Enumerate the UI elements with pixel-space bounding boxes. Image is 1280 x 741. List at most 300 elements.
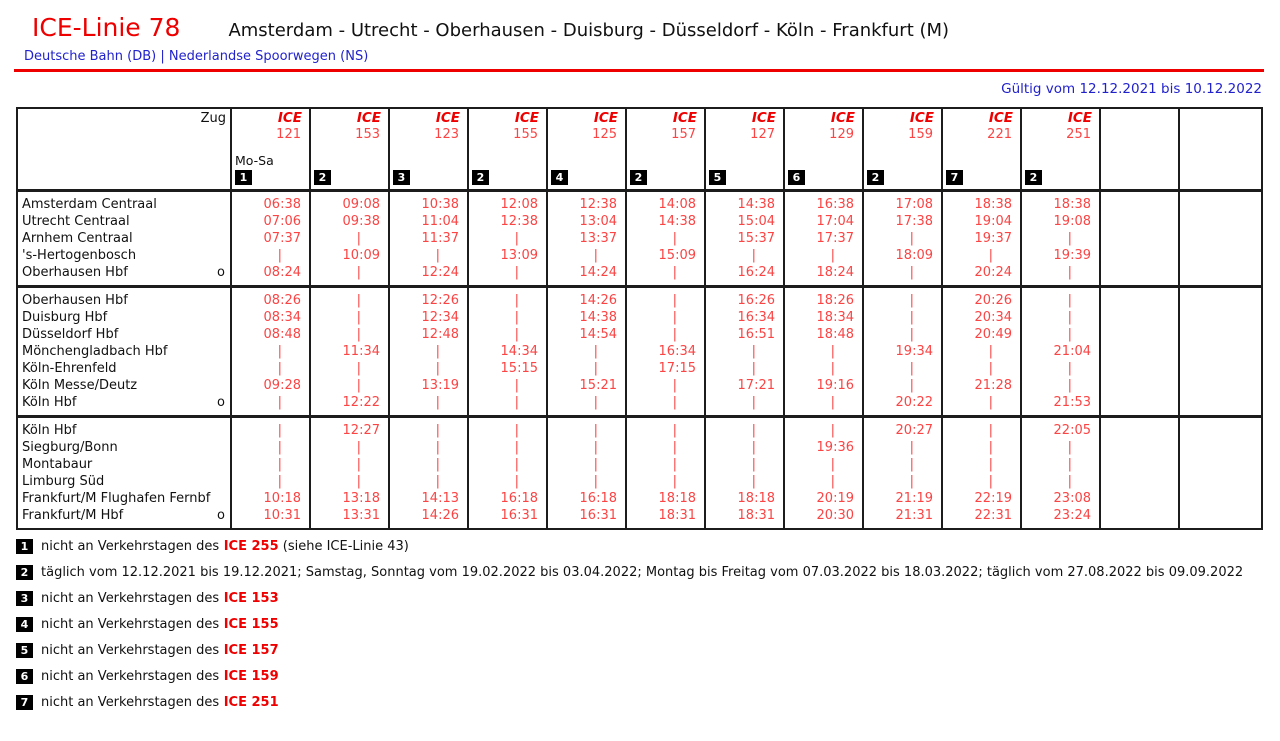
time-cell: 12:38 <box>547 191 626 214</box>
through-pipe-cell: | <box>863 473 942 490</box>
footnote-prefix: nicht an Verkehrstagen des <box>41 617 220 632</box>
through-pipe-cell: | <box>310 264 389 287</box>
station-row <box>17 456 1262 473</box>
station-row <box>17 247 1262 264</box>
station-cell <box>17 456 231 473</box>
station-cell <box>17 439 231 456</box>
footnote-badge: 3 <box>16 591 33 606</box>
footnote-badge: 1 <box>235 170 252 185</box>
train-column-header <box>468 108 547 191</box>
footnote-train-ref: ICE 251 <box>219 695 279 710</box>
station-cell <box>17 490 231 507</box>
footnote-badge: 5 <box>709 170 726 185</box>
time-cell: 11:37 <box>389 230 468 247</box>
through-pipe-cell: | <box>547 394 626 417</box>
footnote-text <box>41 539 409 555</box>
through-pipe-cell: | <box>705 343 784 360</box>
time-cell: 19:34 <box>863 343 942 360</box>
time-cell: 14:38 <box>547 309 626 326</box>
station-name: Köln-Ehrenfeld <box>22 361 117 376</box>
time-cell: 18:26 <box>784 287 863 310</box>
time-cell: 19:37 <box>942 230 1021 247</box>
train-column-header <box>784 108 863 191</box>
through-pipe-cell: | <box>1021 473 1100 490</box>
empty-cell <box>1100 247 1179 264</box>
station-row <box>17 213 1262 230</box>
arrival-marker: o <box>217 395 225 410</box>
through-pipe-cell: | <box>547 456 626 473</box>
time-cell: 21:04 <box>1021 343 1100 360</box>
time-cell: 09:08 <box>310 191 389 214</box>
train-column-header <box>1021 108 1100 191</box>
time-cell: 11:34 <box>310 343 389 360</box>
time-cell: 12:08 <box>468 191 547 214</box>
time-cell: 16:31 <box>468 507 547 529</box>
through-pipe-cell: | <box>468 456 547 473</box>
station-row <box>17 287 1262 310</box>
station-cell <box>17 417 231 440</box>
through-pipe-cell: | <box>468 287 547 310</box>
through-pipe-cell: | <box>626 264 705 287</box>
time-cell: 21:28 <box>942 377 1021 394</box>
route-title: Amsterdam - Utrecht - Oberhausen - Duisburg - Düsseldorf - Köln - Frankfurt (M) <box>228 20 950 41</box>
through-pipe-cell: | <box>468 473 547 490</box>
empty-cell <box>1100 264 1179 287</box>
time-cell: 19:08 <box>1021 213 1100 230</box>
empty-cell <box>1100 456 1179 473</box>
through-pipe-cell: | <box>1021 287 1100 310</box>
train-type-label: ICE <box>514 110 539 126</box>
through-pipe-cell: | <box>468 417 547 440</box>
train-number: 159 <box>908 127 933 142</box>
through-pipe-cell: | <box>389 417 468 440</box>
through-pipe-cell: | <box>705 473 784 490</box>
footnote-badge: 2 <box>630 170 647 185</box>
through-pipe-cell: | <box>310 377 389 394</box>
footnote-prefix: nicht an Verkehrstagen des <box>41 695 220 710</box>
footnote-row <box>16 539 1280 555</box>
time-cell: 18:31 <box>626 507 705 529</box>
time-cell: 12:38 <box>468 213 547 230</box>
through-pipe-cell: | <box>1021 326 1100 343</box>
empty-cell <box>1179 247 1262 264</box>
through-pipe-cell: | <box>310 439 389 456</box>
train-number: 155 <box>513 127 538 142</box>
empty-cell <box>1179 394 1262 417</box>
through-pipe-cell: | <box>310 360 389 377</box>
time-cell: 07:06 <box>231 213 310 230</box>
through-pipe-cell: | <box>231 439 310 456</box>
time-cell: 16:34 <box>626 343 705 360</box>
through-pipe-cell: | <box>863 287 942 310</box>
time-cell: 16:26 <box>705 287 784 310</box>
time-cell: 09:28 <box>231 377 310 394</box>
footnote-badge: 4 <box>16 617 33 632</box>
through-pipe-cell: | <box>863 264 942 287</box>
through-pipe-cell: | <box>784 417 863 440</box>
time-cell: 13:31 <box>310 507 389 529</box>
time-cell: 20:49 <box>942 326 1021 343</box>
through-pipe-cell: | <box>942 394 1021 417</box>
time-cell: 12:48 <box>389 326 468 343</box>
train-type-label: ICE <box>988 110 1013 126</box>
empty-cell <box>1100 473 1179 490</box>
empty-cell <box>1100 230 1179 247</box>
footnote-badge: 2 <box>16 565 33 580</box>
time-cell: 14:24 <box>547 264 626 287</box>
train-type-label: ICE <box>751 110 776 126</box>
time-cell: 20:26 <box>942 287 1021 310</box>
station-row <box>17 473 1262 490</box>
through-pipe-cell: | <box>784 394 863 417</box>
page-title: ICE-Linie 78 <box>32 13 181 42</box>
through-pipe-cell: | <box>705 360 784 377</box>
empty-cell <box>1100 326 1179 343</box>
time-cell: 08:24 <box>231 264 310 287</box>
train-number: 123 <box>434 127 459 142</box>
train-column-header <box>863 108 942 191</box>
time-cell: 20:27 <box>863 417 942 440</box>
empty-cell <box>1179 191 1262 214</box>
footnote-badge: 5 <box>16 643 33 658</box>
through-pipe-cell: | <box>389 247 468 264</box>
footnote-text <box>41 695 279 711</box>
footnote-prefix: nicht an Verkehrstagen des <box>41 539 220 554</box>
through-pipe-cell: | <box>626 439 705 456</box>
station-name: Duisburg Hbf <box>22 310 108 325</box>
station-name: Oberhausen Hbf <box>22 293 128 308</box>
through-pipe-cell: | <box>942 456 1021 473</box>
through-pipe-cell: | <box>310 309 389 326</box>
train-type-label: ICE <box>909 110 934 126</box>
through-pipe-cell: | <box>942 247 1021 264</box>
time-cell: 19:04 <box>942 213 1021 230</box>
footnote-badge: 2 <box>314 170 331 185</box>
time-cell: 12:27 <box>310 417 389 440</box>
time-cell: 16:34 <box>705 309 784 326</box>
footnote-badge: 1 <box>16 539 33 554</box>
through-pipe-cell: | <box>626 309 705 326</box>
station-row <box>17 326 1262 343</box>
empty-cell <box>1179 439 1262 456</box>
through-pipe-cell: | <box>231 473 310 490</box>
station-name: Montabaur <box>22 457 93 472</box>
through-pipe-cell: | <box>863 456 942 473</box>
station-row <box>17 360 1262 377</box>
through-pipe-cell: | <box>231 360 310 377</box>
through-pipe-cell: | <box>626 377 705 394</box>
station-cell <box>17 213 231 230</box>
through-pipe-cell: | <box>626 456 705 473</box>
footnote-prefix: nicht an Verkehrstagen des <box>41 669 220 684</box>
footnote-train-ref: ICE 155 <box>219 617 279 632</box>
time-cell: 14:26 <box>389 507 468 529</box>
page-header <box>0 0 1280 42</box>
time-cell: 10:38 <box>389 191 468 214</box>
time-cell: 17:08 <box>863 191 942 214</box>
train-column-header <box>389 108 468 191</box>
through-pipe-cell: | <box>626 326 705 343</box>
through-pipe-cell: | <box>468 309 547 326</box>
station-name: Utrecht Centraal <box>22 214 130 229</box>
table-header-row <box>17 108 1262 191</box>
through-pipe-cell: | <box>626 394 705 417</box>
time-cell: 14:54 <box>547 326 626 343</box>
through-pipe-cell: | <box>942 343 1021 360</box>
through-pipe-cell: | <box>547 417 626 440</box>
empty-cell <box>1179 230 1262 247</box>
through-pipe-cell: | <box>310 456 389 473</box>
arrival-marker: o <box>217 265 225 280</box>
empty-cell <box>1179 473 1262 490</box>
running-days-label: Mo-Sa <box>235 153 274 168</box>
empty-cell <box>1179 309 1262 326</box>
time-cell: 18:18 <box>705 490 784 507</box>
through-pipe-cell: | <box>547 360 626 377</box>
time-cell: 18:38 <box>942 191 1021 214</box>
through-pipe-cell: | <box>705 394 784 417</box>
through-pipe-cell: | <box>389 394 468 417</box>
empty-cell <box>1100 343 1179 360</box>
time-cell: 17:04 <box>784 213 863 230</box>
time-cell: 19:36 <box>784 439 863 456</box>
train-number: 221 <box>987 127 1012 142</box>
empty-cell <box>1179 213 1262 230</box>
footnote-row <box>16 695 1280 711</box>
through-pipe-cell: | <box>1021 230 1100 247</box>
station-name: Frankfurt/M Hbf <box>22 508 124 523</box>
through-pipe-cell: | <box>784 343 863 360</box>
through-pipe-cell: | <box>468 326 547 343</box>
train-column-header <box>231 108 310 191</box>
footnote-badge: 7 <box>946 170 963 185</box>
time-cell: 17:37 <box>784 230 863 247</box>
station-cell <box>17 191 231 214</box>
time-cell: 16:18 <box>547 490 626 507</box>
through-pipe-cell: | <box>705 417 784 440</box>
through-pipe-cell: | <box>1021 377 1100 394</box>
time-cell: 16:51 <box>705 326 784 343</box>
through-pipe-cell: | <box>231 247 310 264</box>
station-row <box>17 490 1262 507</box>
time-cell: 10:31 <box>231 507 310 529</box>
through-pipe-cell: | <box>310 287 389 310</box>
time-cell: 21:53 <box>1021 394 1100 417</box>
footnote-suffix: (siehe ICE-Linie 43) <box>278 539 409 554</box>
station-cell <box>17 309 231 326</box>
time-cell: 17:38 <box>863 213 942 230</box>
through-pipe-cell: | <box>863 326 942 343</box>
time-cell: 16:31 <box>547 507 626 529</box>
through-pipe-cell: | <box>547 343 626 360</box>
empty-cell <box>1100 287 1179 310</box>
station-row <box>17 507 1262 529</box>
time-cell: 20:24 <box>942 264 1021 287</box>
divider-rule <box>14 69 1264 72</box>
time-cell: 14:13 <box>389 490 468 507</box>
station-name: Mönchengladbach Hbf <box>22 344 168 359</box>
station-name: Limburg Süd <box>22 474 105 489</box>
station-cell <box>17 360 231 377</box>
through-pipe-cell: | <box>942 360 1021 377</box>
footnote-row <box>16 669 1280 685</box>
footnote-text <box>41 591 279 607</box>
footnote-row <box>16 617 1280 633</box>
footnote-row <box>16 643 1280 659</box>
time-cell: 15:09 <box>626 247 705 264</box>
station-name: Düsseldorf Hbf <box>22 327 119 342</box>
through-pipe-cell: | <box>1021 439 1100 456</box>
time-cell: 12:26 <box>389 287 468 310</box>
time-cell: 08:34 <box>231 309 310 326</box>
through-pipe-cell: | <box>626 417 705 440</box>
time-cell: 19:39 <box>1021 247 1100 264</box>
time-cell: 14:38 <box>626 213 705 230</box>
station-row <box>17 264 1262 287</box>
station-name: Köln Messe/Deutz <box>22 378 138 393</box>
footnote-train-ref: ICE 157 <box>219 643 279 658</box>
empty-cell <box>1100 191 1179 214</box>
empty-cell <box>1179 490 1262 507</box>
through-pipe-cell: | <box>1021 309 1100 326</box>
time-cell: 14:08 <box>626 191 705 214</box>
station-name: Arnhem Centraal <box>22 231 133 246</box>
through-pipe-cell: | <box>310 326 389 343</box>
through-pipe-cell: | <box>389 456 468 473</box>
zug-label: Zug <box>200 111 226 126</box>
through-pipe-cell: | <box>547 473 626 490</box>
footnote-badge: 4 <box>551 170 568 185</box>
through-pipe-cell: | <box>863 360 942 377</box>
time-cell: 14:38 <box>705 191 784 214</box>
station-cell <box>17 343 231 360</box>
footnotes <box>16 539 1280 711</box>
station-name: Siegburg/Bonn <box>22 440 118 455</box>
empty-cell <box>1100 360 1179 377</box>
empty-cell <box>1179 417 1262 440</box>
time-cell: 18:24 <box>784 264 863 287</box>
train-column-header <box>705 108 784 191</box>
time-cell: 08:26 <box>231 287 310 310</box>
station-cell <box>17 394 231 417</box>
time-cell: 13:09 <box>468 247 547 264</box>
train-column-header <box>547 108 626 191</box>
validity-text: Gültig vom 12.12.2021 bis 10.12.2022 <box>1001 81 1262 97</box>
through-pipe-cell: | <box>626 473 705 490</box>
empty-cell <box>1100 377 1179 394</box>
empty-cell <box>1179 326 1262 343</box>
through-pipe-cell: | <box>231 456 310 473</box>
empty-cell <box>1100 213 1179 230</box>
through-pipe-cell: | <box>784 247 863 264</box>
train-column-header <box>626 108 705 191</box>
through-pipe-cell: | <box>310 473 389 490</box>
time-cell: 09:38 <box>310 213 389 230</box>
time-cell: 10:09 <box>310 247 389 264</box>
through-pipe-cell: | <box>705 439 784 456</box>
time-cell: 19:16 <box>784 377 863 394</box>
time-cell: 15:04 <box>705 213 784 230</box>
time-cell: 12:24 <box>389 264 468 287</box>
through-pipe-cell: | <box>547 247 626 264</box>
arrival-marker: o <box>217 508 225 523</box>
through-pipe-cell: | <box>468 394 547 417</box>
time-cell: 16:24 <box>705 264 784 287</box>
empty-cell <box>1179 287 1262 310</box>
time-cell: 08:48 <box>231 326 310 343</box>
time-cell: 15:21 <box>547 377 626 394</box>
through-pipe-cell: | <box>468 264 547 287</box>
station-cell <box>17 247 231 264</box>
train-column-header <box>942 108 1021 191</box>
time-cell: 18:34 <box>784 309 863 326</box>
train-number: 251 <box>1066 127 1091 142</box>
footnote-prefix: nicht an Verkehrstagen des <box>41 591 220 606</box>
time-cell: 13:04 <box>547 213 626 230</box>
station-cell <box>17 287 231 310</box>
time-cell: 13:37 <box>547 230 626 247</box>
footnote-row <box>16 591 1280 607</box>
empty-cell <box>1100 439 1179 456</box>
footnote-badge: 6 <box>16 669 33 684</box>
empty-header-cell <box>1100 108 1179 191</box>
train-type-label: ICE <box>1067 110 1092 126</box>
station-cell <box>17 507 231 529</box>
station-name: Frankfurt/M Flughafen Fernbf <box>22 491 211 506</box>
through-pipe-cell: | <box>705 247 784 264</box>
footnote-text <box>41 669 279 685</box>
time-cell: 17:21 <box>705 377 784 394</box>
footnote-badge: 2 <box>472 170 489 185</box>
train-number: 127 <box>750 127 775 142</box>
station-name: Köln Hbf <box>22 423 77 438</box>
time-cell: 12:22 <box>310 394 389 417</box>
time-cell: 23:24 <box>1021 507 1100 529</box>
through-pipe-cell: | <box>784 360 863 377</box>
through-pipe-cell: | <box>784 456 863 473</box>
train-number: 153 <box>355 127 380 142</box>
through-pipe-cell: | <box>705 456 784 473</box>
train-number: 121 <box>276 127 301 142</box>
time-cell: 22:05 <box>1021 417 1100 440</box>
train-type-label: ICE <box>830 110 855 126</box>
footnote-row <box>16 565 1280 581</box>
time-cell: 22:31 <box>942 507 1021 529</box>
station-name: Köln Hbf <box>22 395 77 410</box>
station-cell <box>17 377 231 394</box>
footnote-badge: 3 <box>393 170 410 185</box>
empty-cell <box>1179 507 1262 529</box>
footnote-train-ref: ICE 159 <box>219 669 279 684</box>
station-cell <box>17 264 231 287</box>
through-pipe-cell: | <box>389 439 468 456</box>
through-pipe-cell: | <box>1021 360 1100 377</box>
through-pipe-cell: | <box>863 439 942 456</box>
through-pipe-cell: | <box>626 287 705 310</box>
empty-cell <box>1179 360 1262 377</box>
through-pipe-cell: | <box>468 230 547 247</box>
through-pipe-cell: | <box>231 343 310 360</box>
train-number: 129 <box>829 127 854 142</box>
station-row <box>17 417 1262 440</box>
footnote-badge: 2 <box>867 170 884 185</box>
empty-cell <box>1179 343 1262 360</box>
time-cell: 20:30 <box>784 507 863 529</box>
station-row <box>17 343 1262 360</box>
through-pipe-cell: | <box>231 417 310 440</box>
through-pipe-cell: | <box>310 230 389 247</box>
time-cell: 13:18 <box>310 490 389 507</box>
